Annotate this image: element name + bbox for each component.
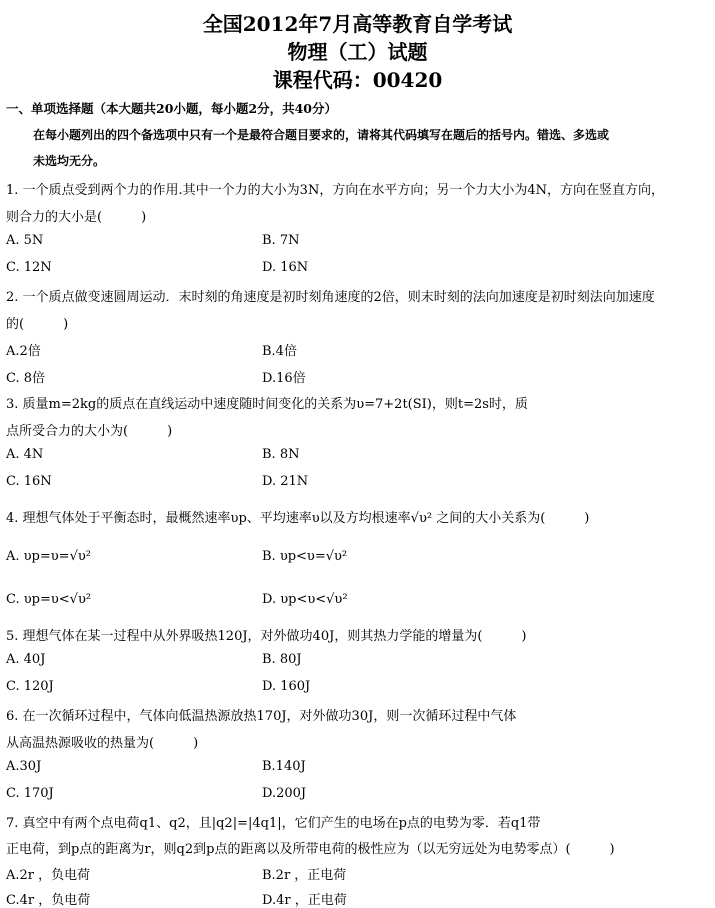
question-6-line1: 6. 在一次循环过程中，气体向低温热源放热170J，对外做功30J，则一次循环过程中气体 bbox=[6, 709, 517, 724]
question-6-option-d: D.200J bbox=[262, 786, 307, 801]
question-1-option-b: B. 7N bbox=[262, 233, 300, 248]
question-3-line2: 点所受合力的大小为( ) bbox=[6, 424, 173, 439]
question-7-line2: 正电荷，到p点的距离为r，则q2到p点的距离以及所带电荷的极性应为（以无穷远处为电势零点）( ) bbox=[6, 842, 615, 857]
question-2-line2: 的( ) bbox=[6, 317, 69, 332]
question-3-option-a: A. 4N bbox=[6, 447, 44, 462]
question-6-line2: 从高温热源吸收的热量为( ) bbox=[6, 736, 199, 751]
question-1-option-c: C. 12N bbox=[6, 260, 52, 275]
question-3-option-d: D. 21N bbox=[262, 474, 309, 489]
question-2-line1: 2. 一个质点做变速圆周运动．末时刻的角速度是初时刻角速度的2倍，则末时刻的法向加速度是初时刻法向加速度 bbox=[6, 290, 655, 305]
question-5-option-c: C. 120J bbox=[6, 679, 54, 694]
question-2-option-a: A.2倍 bbox=[6, 344, 41, 359]
question-7-option-d: D.4r ，正电荷 bbox=[262, 893, 347, 908]
question-4-option-b: B. υp<υ=√υ² bbox=[262, 549, 348, 564]
course-code: 课程代码：00420 bbox=[272, 68, 443, 92]
question-2-option-b: B.4倍 bbox=[262, 344, 297, 359]
question-1-option-d: D. 16N bbox=[262, 260, 309, 275]
question-1-option-a: A. 5N bbox=[6, 233, 44, 248]
exam-subject: 物理（工）试题 bbox=[287, 40, 428, 64]
question-4-line1: 4. 理想气体处于平衡态时，最概然速率υp、平均速率υ以及方均根速率√υ² 之间的大小关系为( ) bbox=[6, 511, 590, 526]
question-6-option-c: C. 170J bbox=[6, 786, 54, 801]
section-instruction-line2: 未选均无分。 bbox=[33, 154, 106, 168]
question-6-option-a: A.30J bbox=[6, 759, 42, 774]
question-5-option-b: B. 80J bbox=[262, 652, 302, 667]
question-1-line2: 则合力的大小是( ) bbox=[6, 210, 147, 225]
question-3-option-b: B. 8N bbox=[262, 447, 300, 462]
question-7-option-c: C.4r ，负电荷 bbox=[6, 893, 91, 908]
question-5-option-a: A. 40J bbox=[6, 652, 46, 667]
question-5-option-d: D. 160J bbox=[262, 679, 311, 694]
question-4-option-c: C. υp=υ<√υ² bbox=[6, 592, 92, 607]
question-5-line1: 5. 理想气体在某一过程中从外界吸热120J，对外做功40J，则其热力学能的增量为( ) bbox=[6, 629, 527, 644]
question-2-option-d: D.16倍 bbox=[262, 371, 306, 386]
question-7-option-b: B.2r ，正电荷 bbox=[262, 868, 347, 883]
question-7-option-a: A.2r ，负电荷 bbox=[6, 868, 91, 883]
question-3-line1: 3. 质量m=2kg的质点在直线运动中速度随时间变化的关系为υ=7+2t(SI)，则t=2s时，质 bbox=[6, 397, 528, 412]
question-4-option-a: A. υp=υ=√υ² bbox=[6, 549, 91, 564]
section-heading: 一、单项选择题（本大题共20小题，每小题2分，共40分） bbox=[6, 101, 337, 116]
section-instruction-line1: 在每小题列出的四个备选项中只有一个是最符合题目要求的，请将其代码填写在题后的括号内。错选、多选或 bbox=[33, 128, 610, 142]
question-7-line1: 7. 真空中有两个点电荷q1、q2，且|q2|=|4q1|，它们产生的电场在p点的电势为零．若q1带 bbox=[6, 816, 541, 831]
question-1-line1: 1. 一个质点受到两个力的作用.其中一个力的大小为3N，方向在水平方向；另一个力大小为4N，方向在竖直方向， bbox=[6, 183, 664, 198]
question-2-option-c: C. 8倍 bbox=[6, 371, 46, 386]
exam-title: 全国2012年7月高等教育自学考试 bbox=[202, 12, 513, 36]
question-6-option-b: B.140J bbox=[262, 759, 306, 774]
question-4-option-d: D. υp<υ<√υ² bbox=[262, 592, 348, 607]
question-3-option-c: C. 16N bbox=[6, 474, 52, 489]
